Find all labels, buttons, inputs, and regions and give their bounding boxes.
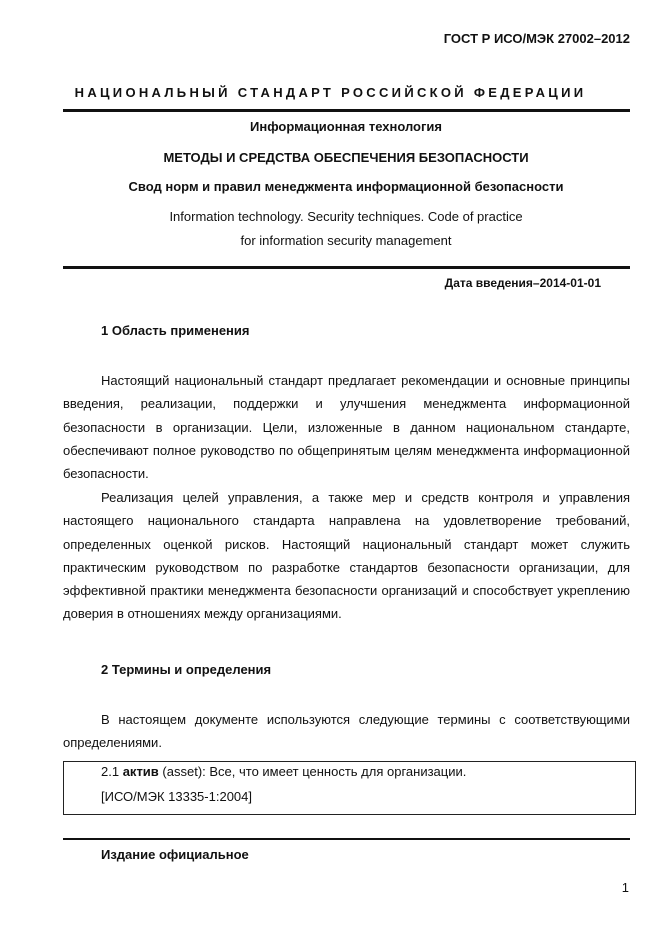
national-standard-title: НАЦИОНАЛЬНЫЙ СТАНДАРТ РОССИЙСКОЙ ФЕДЕРАЦИИ bbox=[74, 85, 587, 100]
section-1-paragraph-1: Настоящий национальный стандарт предлагает рекомендации и основные принципы введения, реализации, поддержки и улучшения менеджмента информационной безопасности в организации. Цели, изложенные в данном национальном стандарте, обеспечивают полное руководство по общепринятым целям менеджмента информационной безопасности. bbox=[63, 373, 630, 482]
introduction-date: Дата введения–2014-01-01 bbox=[444, 276, 601, 290]
english-title-line-2: for information security management bbox=[240, 233, 452, 248]
definition-term: актив bbox=[122, 764, 159, 779]
methods-title: МЕТОДЫ И СРЕДСТВА ОБЕСПЕЧЕНИЯ БЕЗОПАСНОСТИ bbox=[163, 150, 529, 165]
footer-rule bbox=[63, 838, 630, 840]
section-1-paragraph-2: Реализация целей управления, а также мер и средств контроля и управления настоящего национального стандарта направлена на удовлетворение требований, определенных оценкой рисков. Настоящий национальный стандарт может служить практическим руководством по разработке стандартов безопасности организации, для эффективной практики менеджмента безопасности организаций и способствует укреплению доверия в отношениях между организациями. bbox=[63, 490, 630, 622]
definition-source: [ИСО/МЭК 13335-1:2004] bbox=[101, 789, 252, 804]
definition-number: 2.1 bbox=[101, 764, 120, 779]
definition-text: (asset): Все, что имеет ценность для организации. bbox=[162, 764, 467, 779]
section-2-paragraph-1: В настоящем документе используются следующие термины с соответствующими определениями. bbox=[63, 712, 630, 751]
section-2-heading: 2 Термины и определения bbox=[101, 662, 272, 677]
official-edition-label: Издание официальное bbox=[101, 847, 249, 862]
definition-2-1 bbox=[101, 764, 466, 779]
subject-title: Информационная технология bbox=[250, 119, 442, 134]
page-number: 1 bbox=[621, 880, 629, 895]
title-bottom-rule bbox=[63, 266, 630, 269]
english-title-line-1: Information technology. Security techniques. Code of practice bbox=[169, 209, 523, 224]
code-of-practice-title: Свод норм и правил менеджмента информационной безопасности bbox=[128, 179, 564, 194]
document-code: ГОСТ Р ИСО/МЭК 27002–2012 bbox=[443, 31, 630, 46]
top-rule bbox=[63, 109, 630, 112]
section-1-heading: 1 Область применения bbox=[101, 323, 250, 338]
